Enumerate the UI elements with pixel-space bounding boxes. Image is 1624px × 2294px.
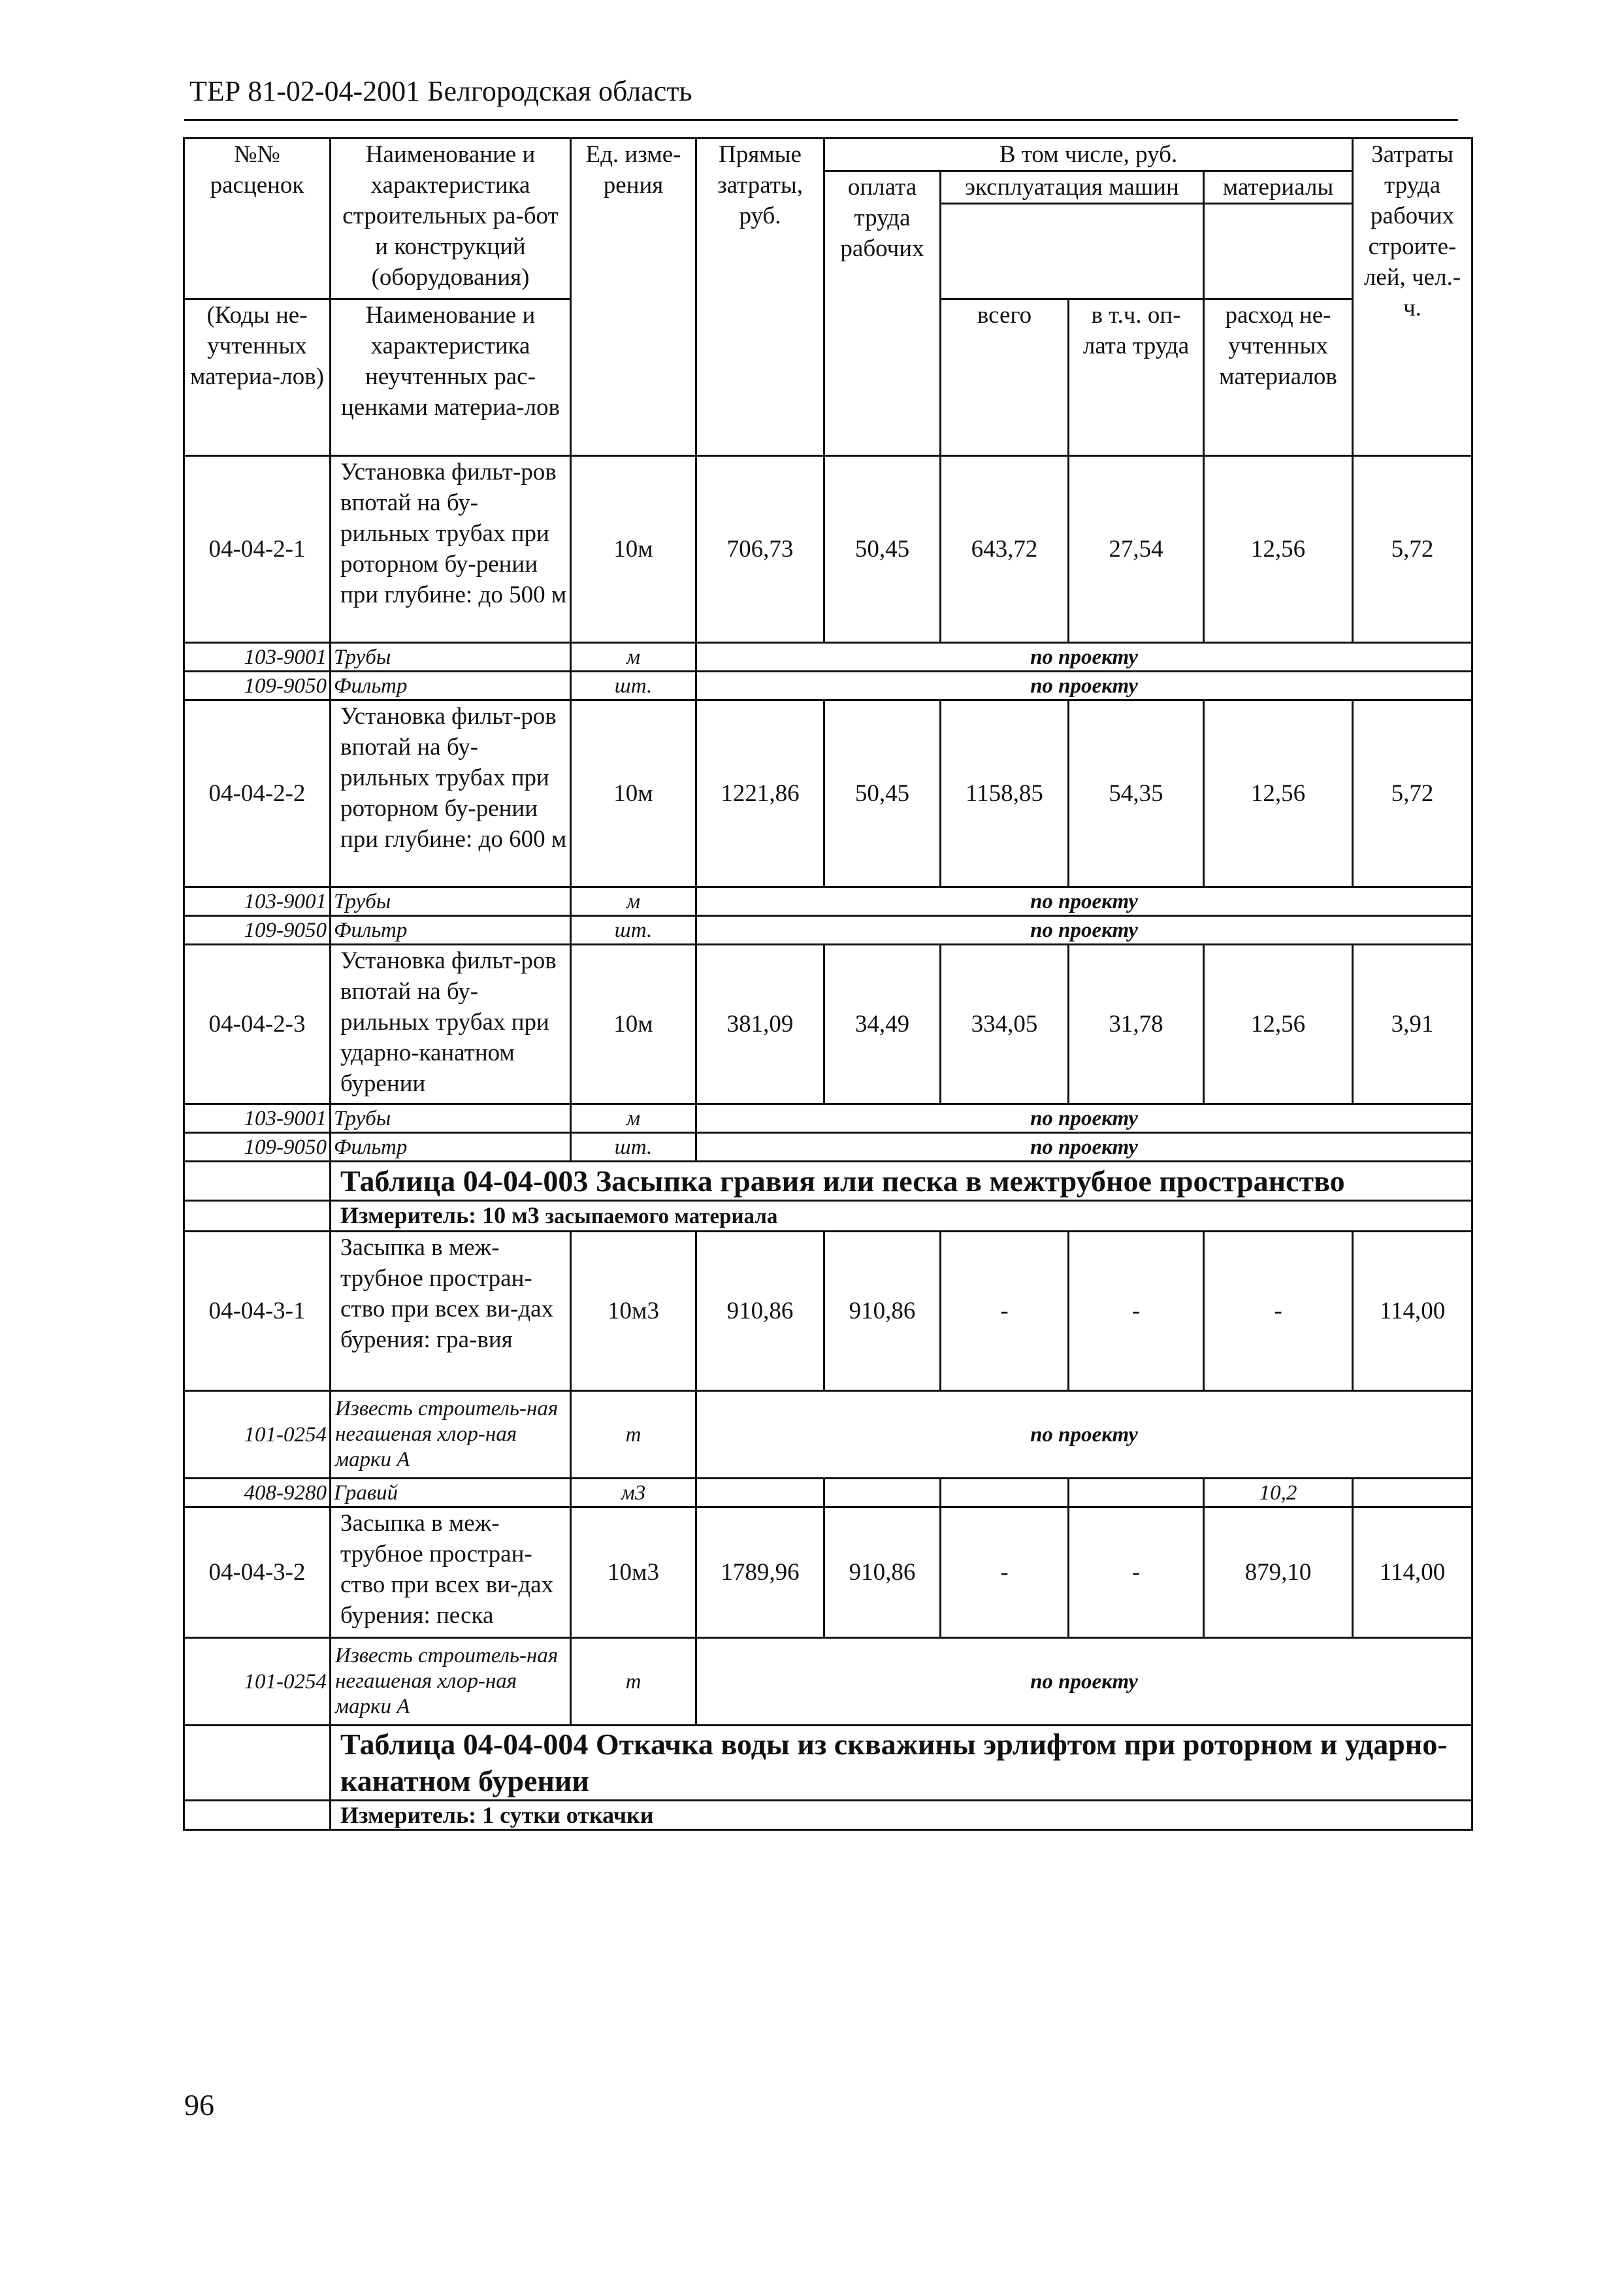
rate-machines-total: 334,05 bbox=[941, 945, 1069, 1104]
table-row bbox=[184, 1232, 1472, 1391]
rate-machines-total: 1158,85 bbox=[941, 700, 1069, 887]
rate-name: Установка фильт-ров впотай на бу-рильных трубах при роторном бу-рении при глубине: до 600 м bbox=[331, 700, 571, 887]
material-value: по проекту bbox=[696, 643, 1472, 672]
page-header: ТЕР 81-02-04-2001 Белгородская область bbox=[189, 75, 692, 107]
material-code: 103-9001 bbox=[184, 1104, 331, 1133]
rate-machines-wages: 27,54 bbox=[1069, 456, 1204, 643]
material-value: по проекту bbox=[696, 887, 1472, 916]
page-number: 96 bbox=[184, 2088, 214, 2122]
table-row bbox=[184, 1391, 1472, 1479]
table-row bbox=[184, 643, 1472, 672]
material-value: по проекту bbox=[696, 1638, 1472, 1726]
meter-rest: засыпаемого материала bbox=[545, 1205, 778, 1228]
rate-direct: 706,73 bbox=[696, 456, 824, 643]
material-code: 109-9050 bbox=[184, 916, 331, 945]
rate-direct: 1221,86 bbox=[696, 700, 824, 887]
rate-labor: 5,72 bbox=[1353, 456, 1472, 643]
table-row bbox=[184, 672, 1472, 700]
header-rule bbox=[184, 119, 1458, 121]
head-name-unaccounted: Наименование и характеристика неучтенных рас-ценками материа-лов bbox=[331, 299, 571, 456]
meter-label: Измеритель: 10 м3 bbox=[340, 1202, 540, 1228]
material-unit: т bbox=[571, 1638, 696, 1726]
material-name: Фильтр bbox=[331, 1133, 571, 1162]
head-machines-wages: в т.ч. оп-лата труда bbox=[1069, 299, 1204, 456]
rate-machines-total: - bbox=[941, 1232, 1069, 1391]
rate-labor: 114,00 bbox=[1353, 1507, 1472, 1638]
section-meter bbox=[331, 1201, 1472, 1232]
material-value: по проекту bbox=[696, 916, 1472, 945]
material-code: 109-9050 bbox=[184, 672, 331, 700]
table-row bbox=[184, 1801, 1472, 1830]
table-row bbox=[184, 700, 1472, 887]
head-name: Наименование и характеристика строительных ра-бот и конструкций (оборудования) bbox=[331, 139, 571, 299]
material-unit: м3 bbox=[571, 1479, 696, 1507]
material-name: Фильтр bbox=[331, 672, 571, 700]
table-row bbox=[184, 1162, 1472, 1201]
material-blank bbox=[1353, 1479, 1472, 1507]
material-value: 10,2 bbox=[1204, 1479, 1353, 1507]
rate-wages: 50,45 bbox=[824, 456, 941, 643]
head-materials: материалы bbox=[1204, 171, 1353, 204]
head-unit: Ед. изме-рения bbox=[571, 139, 696, 456]
rate-code: 04-04-2-3 bbox=[184, 945, 331, 1104]
table-row bbox=[184, 1638, 1472, 1726]
head-labor: Затраты труда рабочих строите-лей, чел.-ч. bbox=[1353, 139, 1472, 456]
rate-code: 04-04-3-1 bbox=[184, 1232, 331, 1391]
material-code: 109-9050 bbox=[184, 1133, 331, 1162]
material-value: по проекту bbox=[696, 1133, 1472, 1162]
rate-direct: 910,86 bbox=[696, 1232, 824, 1391]
material-name: Известь строитель-ная негашеная хлор-ная марки А bbox=[331, 1638, 571, 1726]
rate-machines-total: - bbox=[941, 1507, 1069, 1638]
section-title: Таблица 04-04-003 Засыпка гравия или песка в межтрубное пространство bbox=[331, 1162, 1472, 1201]
rate-name: Засыпка в меж-трубное простран-ство при всех ви-дах бурения: песка bbox=[331, 1507, 571, 1638]
rate-name: Установка фильт-ров впотай на бу-рильных трубах при роторном бу-рении при глубине: до 500 м bbox=[331, 456, 571, 643]
head-including: В том числе, руб. bbox=[824, 139, 1353, 171]
rate-machines-wages: - bbox=[1069, 1507, 1204, 1638]
material-blank bbox=[1069, 1479, 1204, 1507]
rate-name: Установка фильт-ров впотай на бу-рильных трубах при ударно-канатном бурении bbox=[331, 945, 571, 1104]
rate-wages: 910,86 bbox=[824, 1507, 941, 1638]
section-title: Таблица 04-04-004 Откачка воды из скважины эрлифтом при роторном и ударно-канатном бурении bbox=[331, 1726, 1472, 1801]
material-code: 101-0254 bbox=[184, 1391, 331, 1479]
material-value: по проекту bbox=[696, 1391, 1472, 1479]
material-blank bbox=[696, 1479, 824, 1507]
head-machines: эксплуатация машин bbox=[941, 171, 1204, 204]
material-blank bbox=[941, 1479, 1069, 1507]
rate-materials: 12,56 bbox=[1204, 456, 1353, 643]
head-wages: оплата труда рабочих bbox=[824, 171, 941, 456]
section-meter: Измеритель: 1 сутки откачки bbox=[331, 1801, 1472, 1830]
rate-unit: 10м bbox=[571, 700, 696, 887]
material-name: Известь строитель-ная негашеная хлор-ная марки А bbox=[331, 1391, 571, 1479]
material-unit: т bbox=[571, 1391, 696, 1479]
table-row bbox=[184, 1201, 1472, 1232]
material-blank bbox=[824, 1479, 941, 1507]
rate-code: 04-04-2-1 bbox=[184, 456, 331, 643]
material-code: 101-0254 bbox=[184, 1638, 331, 1726]
material-value: по проекту bbox=[696, 1104, 1472, 1133]
rate-code: 04-04-2-2 bbox=[184, 700, 331, 887]
material-code: 103-9001 bbox=[184, 887, 331, 916]
rate-wages: 34,49 bbox=[824, 945, 941, 1104]
rate-machines-wages: 31,78 bbox=[1069, 945, 1204, 1104]
material-value: по проекту bbox=[696, 672, 1472, 700]
rate-unit: 10м3 bbox=[571, 1507, 696, 1638]
material-name: Трубы bbox=[331, 887, 571, 916]
material-name: Фильтр bbox=[331, 916, 571, 945]
section-blank bbox=[184, 1162, 331, 1201]
rate-materials: 879,10 bbox=[1204, 1507, 1353, 1638]
rate-wages: 910,86 bbox=[824, 1232, 941, 1391]
rate-unit: 10м bbox=[571, 945, 696, 1104]
rate-labor: 3,91 bbox=[1353, 945, 1472, 1104]
rate-machines-wages: - bbox=[1069, 1232, 1204, 1391]
table-row bbox=[184, 1507, 1472, 1638]
material-unit: шт. bbox=[571, 916, 696, 945]
rate-unit: 10м bbox=[571, 456, 696, 643]
rate-materials: 12,56 bbox=[1204, 945, 1353, 1104]
rate-materials: 12,56 bbox=[1204, 700, 1353, 887]
table-row bbox=[184, 887, 1472, 916]
section-blank bbox=[184, 1726, 331, 1801]
material-unit: м bbox=[571, 1104, 696, 1133]
material-unit: шт. bbox=[571, 672, 696, 700]
material-code: 408-9280 bbox=[184, 1479, 331, 1507]
head-machines-blank bbox=[941, 204, 1204, 299]
material-unit: шт. bbox=[571, 1133, 696, 1162]
section-blank bbox=[184, 1801, 331, 1830]
table-row bbox=[184, 456, 1472, 643]
table-row bbox=[184, 945, 1472, 1104]
rate-materials: - bbox=[1204, 1232, 1353, 1391]
head-machines-total: всего bbox=[941, 299, 1069, 456]
head-materials-blank bbox=[1204, 204, 1353, 299]
rates-table bbox=[183, 137, 1473, 1831]
rate-labor: 114,00 bbox=[1353, 1232, 1472, 1391]
table-row bbox=[184, 1133, 1472, 1162]
rate-labor: 5,72 bbox=[1353, 700, 1472, 887]
material-name: Гравий bbox=[331, 1479, 571, 1507]
rate-unit: 10м3 bbox=[571, 1232, 696, 1391]
rate-code: 04-04-3-2 bbox=[184, 1507, 331, 1638]
rate-machines-total: 643,72 bbox=[941, 456, 1069, 643]
table-row bbox=[184, 1726, 1472, 1801]
rate-name: Засыпка в меж-трубное простран-ство при всех ви-дах бурения: гра-вия bbox=[331, 1232, 571, 1391]
rate-machines-wages: 54,35 bbox=[1069, 700, 1204, 887]
rate-direct: 1789,96 bbox=[696, 1507, 824, 1638]
material-unit: м bbox=[571, 643, 696, 672]
material-unit: м bbox=[571, 887, 696, 916]
material-code: 103-9001 bbox=[184, 643, 331, 672]
head-direct: Прямые затраты, руб. bbox=[696, 139, 824, 456]
material-name: Трубы bbox=[331, 643, 571, 672]
table-row bbox=[184, 1479, 1472, 1507]
head-code: №№ расценок bbox=[184, 139, 331, 299]
table-row bbox=[184, 916, 1472, 945]
rate-wages: 50,45 bbox=[824, 700, 941, 887]
rate-direct: 381,09 bbox=[696, 945, 824, 1104]
material-name: Трубы bbox=[331, 1104, 571, 1133]
head-materials-unaccounted: расход не-учтенных материалов bbox=[1204, 299, 1353, 456]
section-blank bbox=[184, 1201, 331, 1232]
table-row bbox=[184, 1104, 1472, 1133]
head-codes-unaccounted: (Коды не-учтенных материа-лов) bbox=[184, 299, 331, 456]
